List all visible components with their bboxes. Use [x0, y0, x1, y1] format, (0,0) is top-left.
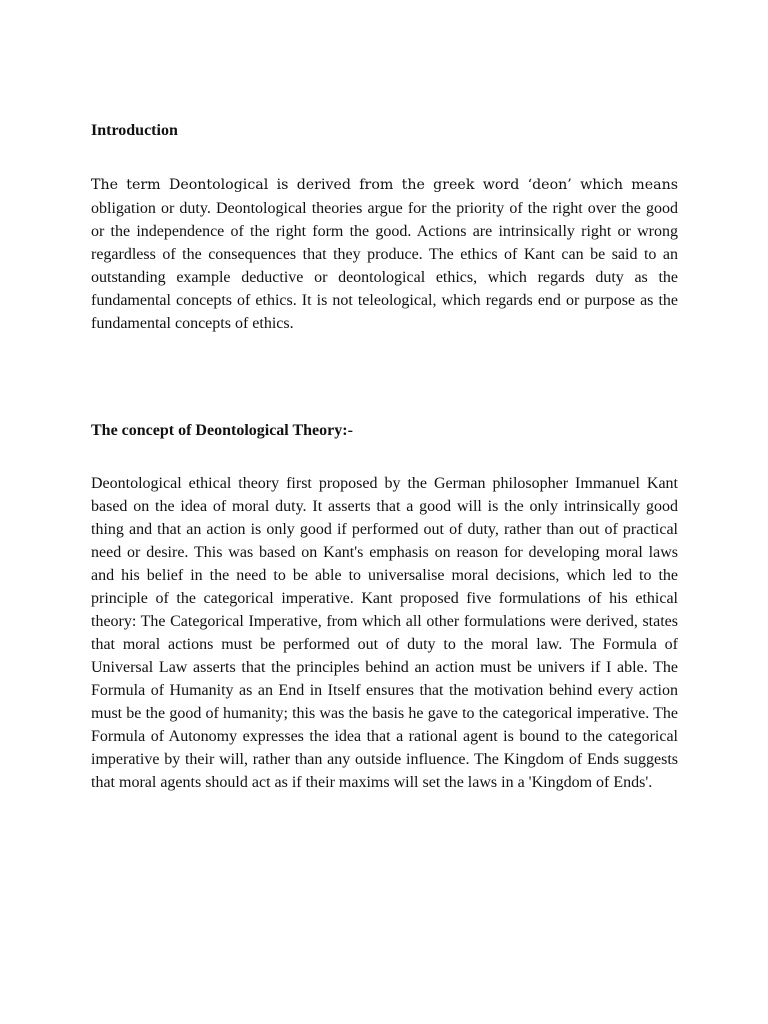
concept-heading: The concept of Deontological Theory:- [91, 422, 353, 439]
introduction-body-text: obligation or duty. Deontological theories argue for the priority of the right over the good or the independence of the right form the good. Actions are intrinsically right or wrong regardless of the consequences that they produce. The ethics of Kant can be said to an outstanding example deductive or deontological ethics, which regards duty as the fundamental concepts of ethics. It is not teleological, which regards end or purpose as the fundamental concepts of ethics. [91, 200, 678, 332]
introduction-heading: Introduction [91, 122, 178, 139]
concept-paragraph: Deontological ethical theory first proposed by the German philosopher Immanuel Kant based on the idea of moral duty. It asserts that a good will is the only intrinsically good thing and that an action is only good if performed out of duty, rather than out of practical need or desire. This was based on Kant's emphasis on reason for developing moral laws and his belief in the need to be able to universalise moral decisions, which led to the principle of the categorical imperative. Kant proposed five formulations of his ethical theory: The Categorical Imperative, from which all other formulations were derived, states that moral actions must be performed out of duty to the moral law. The Formula of Universal Law asserts that the principles behind an action must be univers if I able. The Formula of Humanity as an End in Itself ensures that the motivation behind every action must be the good of humanity; this was the basis he gave to the categorical imperative. The Formula of Autonomy expresses the idea that a rational agent is bound to the categorical imperative by their will, rather than any outside influence. The Kingdom of Ends suggests that moral agents should act as if their maxims will set the laws in a 'Kingdom of Ends'. [91, 475, 678, 791]
introduction-paragraph [91, 173, 678, 335]
introduction-lead-text: The term Deontological is derived from the greek word ‘deon’ which means [91, 177, 678, 193]
